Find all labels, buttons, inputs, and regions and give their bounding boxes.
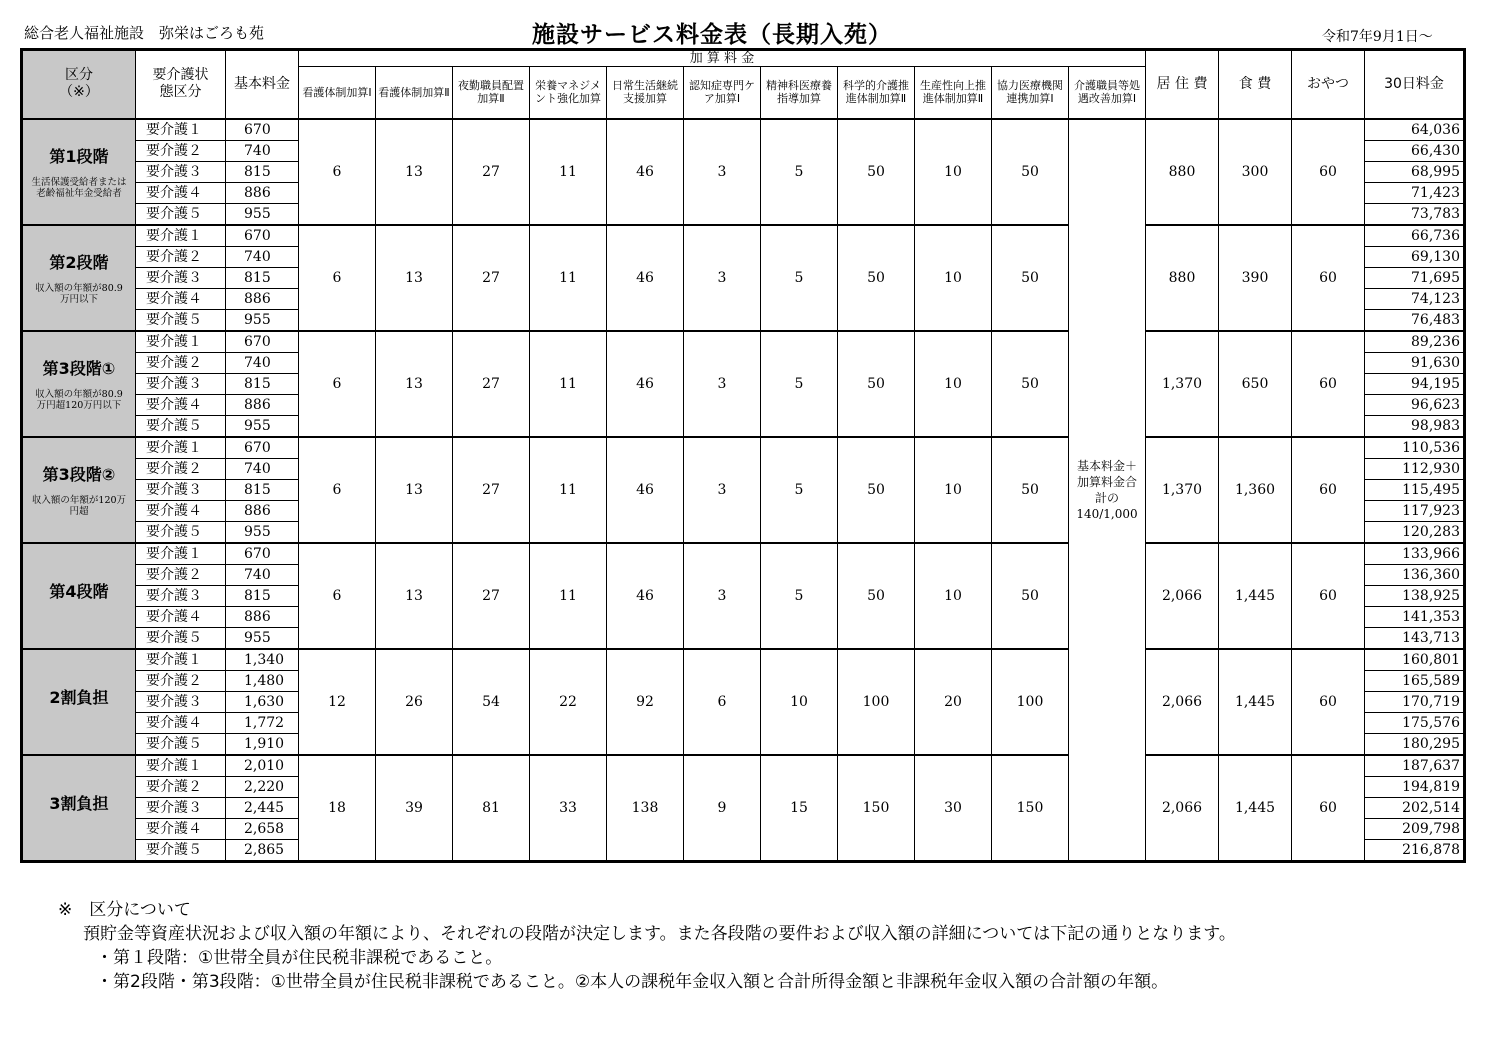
base-fee-cell: 955	[226, 415, 299, 437]
table-row	[22, 119, 1465, 141]
additional-fee-cell: 46	[607, 543, 684, 649]
table-row	[22, 225, 1465, 247]
base-fee-cell: 740	[226, 458, 299, 479]
snack-fee-cell: 60	[1292, 755, 1365, 862]
additional-fee-cell: 3	[684, 543, 761, 649]
category-cell	[22, 225, 136, 331]
additional-fee-cell: 27	[453, 437, 530, 543]
additional-fee-cell: 54	[453, 649, 530, 755]
care-level-cell: 要介護３	[136, 267, 226, 288]
total-30day-header: 30日料金	[1365, 50, 1465, 119]
care-level-cell: 要介護３	[136, 373, 226, 394]
residence-fee-cell: 1,370	[1146, 437, 1219, 543]
additional-fee-col-header: 精神科医療養指導加算	[761, 67, 838, 119]
base-fee-cell: 886	[226, 500, 299, 521]
residence-fee-cell: 2,066	[1146, 755, 1219, 862]
facility-name: 総合老人福祉施設 弥栄はごろも苑	[24, 24, 265, 42]
care-level-cell: 要介護４	[136, 606, 226, 627]
base-fee-cell: 740	[226, 352, 299, 373]
notes-line: ・第2段階・第3段階：①世帯全員が住民税非課税であること。②本人の課税年金収入額と合計所得金額と非課税年金収入額の合計額の年額。	[96, 972, 1169, 992]
additional-fee-cell: 27	[453, 119, 530, 225]
residence-fee-cell: 1,370	[1146, 331, 1219, 437]
notes-line: 預貯金等資産状況および収入額の年額により、それぞれの段階が決定します。また各段階の要件および収入額の詳細については下記の通りとなります。	[83, 924, 1236, 944]
additional-fee-cell: 10	[915, 331, 992, 437]
total-30day-cell: 115,495	[1365, 479, 1465, 500]
total-30day-cell: 175,576	[1365, 712, 1465, 733]
care-level-cell: 要介護２	[136, 776, 226, 797]
care-level-cell: 要介護２	[136, 670, 226, 691]
category-label: 第3段階②	[42, 465, 116, 484]
additional-fee-cell: 3	[684, 437, 761, 543]
additional-fee-col-header: 協力医療機関連携加算Ⅰ	[992, 67, 1069, 119]
base-fee-cell: 886	[226, 394, 299, 415]
category-description: 収入額の年額が120万円超	[31, 495, 127, 517]
additional-fee-cell: 11	[530, 331, 607, 437]
care-level-cell: 要介護５	[136, 415, 226, 437]
category-label: 第1段階	[49, 147, 109, 166]
notes-heading: ※ 区分について	[58, 900, 191, 920]
additional-fee-cell: 13	[376, 543, 453, 649]
additional-fee-col-header: 看護体制加算Ⅱ	[376, 67, 453, 119]
care-level-cell: 要介護２	[136, 246, 226, 267]
additional-fee-cell: 13	[376, 119, 453, 225]
additional-fee-cell: 5	[761, 331, 838, 437]
meal-fee-cell: 1,360	[1219, 437, 1292, 543]
care-level-cell: 要介護１	[136, 649, 226, 671]
total-30day-cell: 165,589	[1365, 670, 1465, 691]
additional-fee-cell: 15	[761, 755, 838, 862]
additional-fee-cell: 6	[299, 437, 376, 543]
additional-fee-cell: 6	[299, 225, 376, 331]
base-fee-cell: 740	[226, 140, 299, 161]
care-level-cell: 要介護５	[136, 521, 226, 543]
base-fee-cell: 740	[226, 246, 299, 267]
base-fee-cell: 815	[226, 161, 299, 182]
total-30day-cell: 71,423	[1365, 182, 1465, 203]
additional-fee-cell: 10	[915, 225, 992, 331]
base-fee-cell: 1,910	[226, 733, 299, 755]
care-level-cell: 要介護１	[136, 119, 226, 141]
meal-fee-cell: 300	[1219, 119, 1292, 225]
additional-fee-cell: 10	[761, 649, 838, 755]
category-label: 第2段階	[49, 253, 109, 272]
snack-fee-cell: 60	[1292, 119, 1365, 225]
residence-fee-cell: 880	[1146, 225, 1219, 331]
additional-fee-cell: 50	[838, 437, 915, 543]
base-fee-cell: 740	[226, 564, 299, 585]
care-level-cell: 要介護２	[136, 564, 226, 585]
snack-fee-header: おやつ	[1292, 50, 1365, 119]
meal-fee-cell: 650	[1219, 331, 1292, 437]
meal-fee-cell: 1,445	[1219, 649, 1292, 755]
base-fee-cell: 955	[226, 627, 299, 649]
care-level-cell: 要介護４	[136, 394, 226, 415]
additional-fee-cell: 13	[376, 331, 453, 437]
additional-fee-cell: 27	[453, 331, 530, 437]
care-level-cell: 要介護２	[136, 458, 226, 479]
additional-fee-cell: 5	[761, 437, 838, 543]
additional-fee-cell: 11	[530, 225, 607, 331]
base-fee-cell: 2,220	[226, 776, 299, 797]
base-fee-cell: 815	[226, 585, 299, 606]
additional-fee-cell: 11	[530, 543, 607, 649]
additional-fee-cell: 46	[607, 225, 684, 331]
meal-fee-header: 食 費	[1219, 50, 1292, 119]
additional-fee-col-header: 日常生活継続支援加算	[607, 67, 684, 119]
additional-fee-cell: 50	[838, 331, 915, 437]
total-30day-cell: 133,966	[1365, 543, 1465, 565]
category-cell	[22, 119, 136, 225]
additional-fee-cell: 6	[299, 331, 376, 437]
total-30day-cell: 66,430	[1365, 140, 1465, 161]
table-row	[22, 649, 1465, 671]
additional-fee-cell: 50	[992, 437, 1069, 543]
base-fee-cell: 815	[226, 479, 299, 500]
category-cell	[22, 437, 136, 543]
base-fee-cell: 955	[226, 203, 299, 225]
additional-fee-cell: 10	[915, 543, 992, 649]
additional-fee-cell: 20	[915, 649, 992, 755]
effective-date: 令和7年9月1日～	[1322, 29, 1433, 45]
additional-fee-cell: 50	[992, 543, 1069, 649]
additional-fee-col-header: 夜勤職員配置加算Ⅱ	[453, 67, 530, 119]
additional-fee-cell: 138	[607, 755, 684, 862]
additional-fee-cell: 150	[838, 755, 915, 862]
additional-fee-cell: 50	[992, 225, 1069, 331]
base-fee-cell: 2,865	[226, 839, 299, 861]
care-level-cell: 要介護３	[136, 797, 226, 818]
total-30day-cell: 138,925	[1365, 585, 1465, 606]
treatment-improvement-note: 基本料金＋加算料金合計の140/1,000	[1069, 119, 1146, 862]
category-label: 3割負担	[49, 794, 109, 813]
snack-fee-cell: 60	[1292, 225, 1365, 331]
total-30day-cell: 141,353	[1365, 606, 1465, 627]
total-30day-cell: 68,995	[1365, 161, 1465, 182]
total-30day-cell: 194,819	[1365, 776, 1465, 797]
meal-fee-cell: 1,445	[1219, 543, 1292, 649]
base-fee-cell: 670	[226, 331, 299, 353]
care-level-header: 要介護状態区分	[136, 50, 226, 119]
additional-fee-cell: 150	[992, 755, 1069, 862]
total-30day-cell: 71,695	[1365, 267, 1465, 288]
table-row	[22, 437, 1465, 459]
base-fee-cell: 670	[226, 225, 299, 247]
additional-fees-header: 加 算 料 金	[299, 50, 1146, 67]
care-level-cell: 要介護２	[136, 140, 226, 161]
additional-fee-cell: 11	[530, 437, 607, 543]
care-level-cell: 要介護３	[136, 691, 226, 712]
additional-fee-cell: 100	[992, 649, 1069, 755]
residence-fee-cell: 2,066	[1146, 649, 1219, 755]
additional-fee-cell: 100	[838, 649, 915, 755]
category-label: 第3段階①	[42, 359, 116, 378]
care-level-cell: 要介護４	[136, 712, 226, 733]
additional-fee-cell: 50	[992, 331, 1069, 437]
total-30day-cell: 94,195	[1365, 373, 1465, 394]
category-description: 収入額の年額が80.9万円以下	[35, 283, 123, 305]
base-fee-cell: 1,480	[226, 670, 299, 691]
additional-fee-cell: 50	[992, 119, 1069, 225]
additional-fee-cell: 6	[299, 119, 376, 225]
snack-fee-cell: 60	[1292, 437, 1365, 543]
total-30day-cell: 74,123	[1365, 288, 1465, 309]
additional-fee-cell: 10	[915, 119, 992, 225]
additional-fee-cell: 30	[915, 755, 992, 862]
total-30day-cell: 202,514	[1365, 797, 1465, 818]
care-level-cell: 要介護３	[136, 479, 226, 500]
care-level-cell: 要介護２	[136, 352, 226, 373]
care-level-cell: 要介護３	[136, 585, 226, 606]
additional-fee-col-header: 栄養マネジメント強化加算	[530, 67, 607, 119]
additional-fee-cell: 50	[838, 543, 915, 649]
care-level-cell: 要介護４	[136, 818, 226, 839]
additional-fee-cell: 6	[299, 543, 376, 649]
total-30day-cell: 64,036	[1365, 119, 1465, 141]
care-level-cell: 要介護３	[136, 161, 226, 182]
total-30day-cell: 91,630	[1365, 352, 1465, 373]
residence-fee-cell: 2,066	[1146, 543, 1219, 649]
additional-fee-cell: 10	[915, 437, 992, 543]
care-level-cell: 要介護４	[136, 182, 226, 203]
category-description: 生活保護受給者または老齢福祉年金受給者	[31, 177, 127, 199]
care-level-cell: 要介護５	[136, 839, 226, 861]
additional-fee-cell: 22	[530, 649, 607, 755]
category-description: 収入額の年額が80.9万円超120万円以下	[35, 389, 123, 411]
total-30day-cell: 110,536	[1365, 437, 1465, 459]
total-30day-cell: 143,713	[1365, 627, 1465, 649]
base-fee-cell: 670	[226, 437, 299, 459]
base-fee-cell: 815	[226, 267, 299, 288]
category-label: 第4段階	[49, 582, 109, 601]
additional-fee-cell: 3	[684, 225, 761, 331]
total-30day-cell: 89,236	[1365, 331, 1465, 353]
kubun-header: 区分 （※）	[22, 50, 136, 119]
additional-fee-cell: 46	[607, 331, 684, 437]
total-30day-cell: 170,719	[1365, 691, 1465, 712]
additional-fee-col-header: 科学的介護推進体制加算Ⅱ	[838, 67, 915, 119]
additional-fee-cell: 39	[376, 755, 453, 862]
total-30day-cell: 136,360	[1365, 564, 1465, 585]
fee-table	[20, 48, 1466, 863]
additional-fee-cell: 5	[761, 225, 838, 331]
base-fee-cell: 670	[226, 543, 299, 565]
additional-fee-cell: 9	[684, 755, 761, 862]
residence-fee-header: 居 住 費	[1146, 50, 1219, 119]
table-row	[22, 543, 1465, 565]
total-30day-cell: 117,923	[1365, 500, 1465, 521]
additional-fee-cell: 13	[376, 225, 453, 331]
care-level-cell: 要介護１	[136, 225, 226, 247]
additional-fee-cell: 3	[684, 119, 761, 225]
additional-fee-cell: 50	[838, 119, 915, 225]
base-fee-header: 基本料金	[226, 50, 299, 119]
care-level-cell: 要介護１	[136, 437, 226, 459]
additional-fee-col-header: 認知症専門ケア加算Ⅰ	[684, 67, 761, 119]
notes-section	[58, 898, 1236, 994]
page-title: 施設サービス料金表（長期入苑）	[532, 22, 892, 48]
additional-fee-cell: 5	[761, 119, 838, 225]
additional-fee-cell: 11	[530, 119, 607, 225]
base-fee-cell: 886	[226, 606, 299, 627]
additional-fee-cell: 81	[453, 755, 530, 862]
care-level-cell: 要介護５	[136, 309, 226, 331]
care-level-cell: 要介護４	[136, 288, 226, 309]
total-30day-cell: 98,983	[1365, 415, 1465, 437]
total-30day-cell: 120,283	[1365, 521, 1465, 543]
category-cell	[22, 649, 136, 755]
category-cell	[22, 755, 136, 862]
additional-fee-cell: 3	[684, 331, 761, 437]
care-level-cell: 要介護４	[136, 500, 226, 521]
base-fee-cell: 886	[226, 288, 299, 309]
snack-fee-cell: 60	[1292, 331, 1365, 437]
additional-fee-cell: 18	[299, 755, 376, 862]
total-30day-cell: 112,930	[1365, 458, 1465, 479]
additional-fee-cell: 50	[838, 225, 915, 331]
category-label: 2割負担	[49, 688, 109, 707]
base-fee-cell: 670	[226, 119, 299, 141]
base-fee-cell: 2,658	[226, 818, 299, 839]
additional-fee-cell: 33	[530, 755, 607, 862]
base-fee-cell: 955	[226, 521, 299, 543]
category-cell	[22, 331, 136, 437]
residence-fee-cell: 880	[1146, 119, 1219, 225]
snack-fee-cell: 60	[1292, 543, 1365, 649]
notes-line: ・第１段階：①世帯全員が住民税非課税であること。	[96, 948, 503, 968]
meal-fee-cell: 390	[1219, 225, 1292, 331]
additional-fee-cell: 27	[453, 543, 530, 649]
snack-fee-cell: 60	[1292, 649, 1365, 755]
table-row	[22, 331, 1465, 353]
additional-fee-cell: 27	[453, 225, 530, 331]
total-30day-cell: 216,878	[1365, 839, 1465, 861]
care-level-cell: 要介護１	[136, 331, 226, 353]
care-level-cell: 要介護５	[136, 203, 226, 225]
total-30day-cell: 180,295	[1365, 733, 1465, 755]
table-row	[22, 755, 1465, 777]
base-fee-cell: 1,340	[226, 649, 299, 671]
base-fee-cell: 886	[226, 182, 299, 203]
total-30day-cell: 66,736	[1365, 225, 1465, 247]
additional-fee-col-header: 生産性向上推進体制加算Ⅱ	[915, 67, 992, 119]
care-level-cell: 要介護１	[136, 543, 226, 565]
additional-fee-cell: 26	[376, 649, 453, 755]
base-fee-cell: 2,010	[226, 755, 299, 777]
total-30day-cell: 76,483	[1365, 309, 1465, 331]
base-fee-cell: 955	[226, 309, 299, 331]
additional-fee-cell: 12	[299, 649, 376, 755]
total-30day-cell: 209,798	[1365, 818, 1465, 839]
total-30day-cell: 73,783	[1365, 203, 1465, 225]
total-30day-cell: 160,801	[1365, 649, 1465, 671]
base-fee-cell: 1,630	[226, 691, 299, 712]
additional-fee-col-header: 看護体制加算Ⅰ	[299, 67, 376, 119]
additional-fee-cell: 92	[607, 649, 684, 755]
care-level-cell: 要介護５	[136, 627, 226, 649]
base-fee-cell: 2,445	[226, 797, 299, 818]
additional-fee-cell: 6	[684, 649, 761, 755]
total-30day-cell: 69,130	[1365, 246, 1465, 267]
total-30day-cell: 96,623	[1365, 394, 1465, 415]
additional-fee-cell: 46	[607, 437, 684, 543]
base-fee-cell: 1,772	[226, 712, 299, 733]
total-30day-cell: 187,637	[1365, 755, 1465, 777]
meal-fee-cell: 1,445	[1219, 755, 1292, 862]
category-cell	[22, 543, 136, 649]
base-fee-cell: 815	[226, 373, 299, 394]
care-level-cell: 要介護５	[136, 733, 226, 755]
additional-fee-cell: 5	[761, 543, 838, 649]
additional-fee-cell: 13	[376, 437, 453, 543]
additional-fee-col-header: 介護職員等処遇改善加算Ⅰ	[1069, 67, 1146, 119]
additional-fee-cell: 46	[607, 119, 684, 225]
care-level-cell: 要介護１	[136, 755, 226, 777]
